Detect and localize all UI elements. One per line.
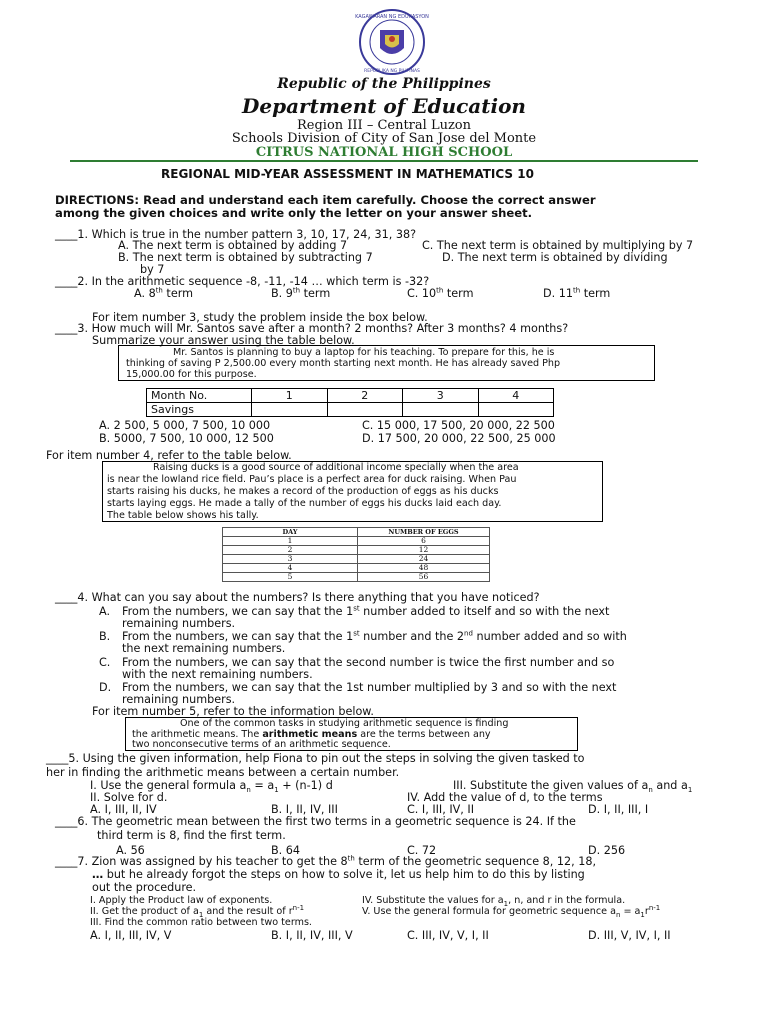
q4-choice-c-cont: with the next remaining numbers. — [122, 668, 313, 681]
q6-stem-1: ____6. The geometric mean between the first two terms in a geometric sequence is 24. If the — [55, 815, 576, 828]
q1-choice-d-cont: by 7 — [140, 263, 165, 276]
directions-line-1: DIRECTIONS: Read and understand each item carefully. Choose the correct answer — [55, 193, 596, 207]
table-row — [147, 403, 554, 417]
division-line: Schools Division of City of San Jose del Monte — [231, 131, 537, 146]
q2-stem: ____2. In the arithmetic sequence -8, -11, -14 … which term is -32? — [55, 275, 430, 288]
table-cell: 3 — [403, 389, 479, 403]
eggs-table — [222, 527, 490, 582]
table-cell: 48 — [358, 564, 490, 573]
q3-intro: For item number 3, study the problem inside the box below. — [92, 311, 428, 324]
department-line: Department of Education — [242, 94, 526, 118]
school-name: CITRUS NATIONAL HIGH SCHOOL — [255, 145, 513, 160]
q5-choice-d: D. I, II, III, I — [588, 803, 649, 816]
table-cell: 6 — [358, 537, 490, 546]
q7-step-4: IV. Substitute the values for $a_1$, n, and r in the formula. — [362, 895, 626, 908]
q3-stem-2: Summarize your answer using the table below. — [92, 334, 355, 347]
q1-choice-b: B. The next term is obtained by subtracting 7 — [118, 251, 373, 264]
table-cell: Month No. — [147, 389, 252, 403]
q5-step-2: II. Solve for d. — [90, 791, 168, 804]
q4-label-b: B. — [99, 630, 111, 643]
q7-step-3: III. Find the common ratio between two terms. — [90, 917, 312, 928]
q4-box-line-3: starts raising his ducks, he makes a record of the production of eggs as his ducks — [107, 486, 499, 497]
svg-text:KAGAWARAN NG EDUKASYON: KAGAWARAN NG EDUKASYON — [355, 14, 429, 20]
table-cell: Savings — [147, 403, 252, 417]
q4-intro: For item number 4, refer to the table below. — [46, 449, 292, 462]
q1-choice-a: A. The next term is obtained by adding 7 — [118, 239, 348, 252]
q3-box-line-1: Mr. Santos is planning to buy a laptop for his teaching. To prepare for this, he is — [173, 347, 555, 358]
table-cell: 4 — [223, 564, 358, 573]
table-row — [223, 573, 490, 582]
q5-choice-a: A. I, III, II, IV — [90, 803, 157, 816]
q7-choice-a: A. I, II, III, IV, V — [90, 929, 172, 942]
q4-box-line-5: The table below shows his tally. — [107, 510, 259, 521]
q4-label-c: C. — [99, 656, 111, 669]
q7-step-2: II. Get the product of $a_1$ and the result of $r^{n-1}$ — [90, 903, 305, 919]
q4-choice-d: From the numbers, we can say that the 1st number multiplied by 3 and so with the next — [122, 681, 617, 694]
q3-box-line-3: 15,000.00 for this purpose. — [126, 369, 257, 380]
table-row — [223, 564, 490, 573]
q2-choice-c: C. 10th term — [407, 286, 474, 300]
table-cell: 2 — [223, 546, 358, 555]
table-row — [147, 389, 554, 403]
q4-box-line-1: Raising ducks is a good source of additional income specially when the area — [153, 462, 519, 473]
directions-line-2: among the given choices and write only the letter on your answer sheet. — [55, 206, 533, 220]
q5-stem-1: ____5. Using the given information, help Fiona to pin out the steps in solving the given tasked to — [46, 752, 585, 765]
q5-box-line-1: One of the common tasks in studying arithmetic sequence is finding — [180, 718, 509, 729]
republic-line: Republic of the Philippines — [277, 76, 491, 92]
q3-box-line-2: thinking of saving P 2,500.00 every month starting next month. He has already saved Php — [126, 358, 561, 369]
q2-choice-a: A. 8th term — [134, 286, 194, 300]
table-header-day: DAY — [223, 528, 358, 537]
q5-box-line-3: two nonconsecutive terms of an arithmetic sequence. — [132, 739, 391, 750]
table-row — [223, 555, 490, 564]
table-cell — [403, 403, 479, 417]
q6-choice-d: D. 256 — [588, 844, 626, 857]
q6-stem-2: third term is 8, find the first term. — [97, 829, 286, 842]
q6-choice-b: B. 64 — [271, 844, 301, 857]
q3-choice-c: C. 15 000, 17 500, 20 000, 22 500 — [362, 419, 555, 432]
table-cell: 3 — [223, 555, 358, 564]
q5-step-4: IV. Add the value of d, to the terms — [407, 791, 603, 804]
savings-table — [146, 388, 554, 417]
q4-choice-c: From the numbers, we can say that the second number is twice the first number and so — [122, 656, 615, 669]
table-row — [223, 537, 490, 546]
q5-stem-2: her in finding the arithmetic means between a certain number. — [46, 766, 400, 779]
q4-stem: ____4. What can you say about the numbers? Is there anything that you have noticed? — [55, 591, 540, 604]
exam-title: REGIONAL MID-YEAR ASSESSMENT IN MATHEMATICS 10 — [161, 167, 534, 181]
q4-box-line-4: starts laying eggs. He made a tally of the number of eggs his ducks laid each day. — [107, 498, 502, 509]
q4-choice-d-cont: remaining numbers. — [122, 693, 236, 706]
q5-intro: For item number 5, refer to the information below. — [92, 705, 374, 718]
region-line: Region III – Central Luzon — [296, 118, 471, 133]
q3-choice-a: A. 2 500, 5 000, 7 500, 10 000 — [99, 419, 271, 432]
q7-choice-b: B. I, II, IV, III, V — [271, 929, 353, 942]
q4-label-d: D. — [99, 681, 112, 694]
q4-choice-a: From the numbers, we can say that the 1st number added to itself and so with the next — [122, 604, 610, 618]
q7-choice-c: C. III, IV, V, I, II — [407, 929, 489, 942]
q7-stem-1: ____7. Zion was assigned by his teacher to get the 8th term of the geometric sequence 8, 12, 18, — [55, 854, 597, 868]
q1-choice-c: C. The next term is obtained by multiplying by 7 — [422, 239, 694, 252]
table-cell: 56 — [358, 573, 490, 582]
q5-step-3: III. Substitute the given values of $a_n$ and $a_1$ — [453, 779, 693, 795]
q3-stem-1: ____3. How much will Mr. Santos save after a month? 2 months? After 3 months? 4 months? — [55, 322, 569, 335]
q6-choice-c: C. 72 — [407, 844, 437, 857]
q4-box-line-2: is near the lowland rice field. Pau’s place is a perfect area for duck raising. When Pau — [107, 474, 517, 485]
q7-stem-2: … but he already forgot the steps on how to solve it, let us help him to do this by listing — [92, 868, 585, 881]
svg-text:REPUBLIKA NG PILIPINAS: REPUBLIKA NG PILIPINAS — [364, 69, 420, 74]
table-cell — [327, 403, 403, 417]
table-row — [223, 546, 490, 555]
q3-choice-b: B. 5000, 7 500, 10 000, 12 500 — [99, 432, 274, 445]
table-header-row — [223, 528, 490, 537]
table-cell: 5 — [223, 573, 358, 582]
q4-choice-b: From the numbers, we can say that the 1st number and the 2nd number added and so with — [122, 629, 627, 643]
q4-choice-b-cont: the next remaining numbers. — [122, 642, 286, 655]
deped-seal — [350, 8, 434, 76]
table-cell: 12 — [358, 546, 490, 555]
q5-box-line-2: the arithmetic means. The arithmetic means are the terms between any — [132, 729, 491, 740]
table-cell: 2 — [327, 389, 403, 403]
table-header-eggs: NUMBER OF EGGS — [358, 528, 490, 537]
q2-choice-b: B. 9th term — [271, 286, 331, 300]
header-divider — [70, 160, 698, 162]
q7-choice-d: D. III, V, IV, I, II — [588, 929, 671, 942]
q4-choice-a-cont: remaining numbers. — [122, 617, 236, 630]
q5-choice-c: C. I, III, IV, II — [407, 803, 475, 816]
q2-choice-d: D. 11th term — [543, 286, 611, 300]
q6-choice-a: A. 56 — [116, 844, 145, 857]
table-cell — [478, 403, 554, 417]
q1-stem: ____1. Which is true in the number pattern 3, 10, 17, 24, 31, 38? — [55, 228, 417, 241]
q7-step-5: V. Use the general formula for geometric sequence $a_n = a_1r^{n-1}$ — [362, 903, 661, 919]
q5-step-1: I. Use the general formula $a_n = a_1 + (n-1)$ d — [90, 779, 333, 795]
table-cell: 1 — [252, 389, 328, 403]
q5-choice-b: B. I, II, IV, III — [271, 803, 338, 816]
q7-stem-3: out the procedure. — [92, 881, 197, 894]
q3-choice-d: D. 17 500, 20 000, 22 500, 25 000 — [362, 432, 556, 445]
table-cell: 1 — [223, 537, 358, 546]
q4-label-a: A. — [99, 605, 111, 618]
q1-choice-d: D. The next term is obtained by dividing — [442, 251, 668, 264]
table-cell: 4 — [478, 389, 554, 403]
q7-step-1: I. Apply the Product law of exponents. — [90, 895, 273, 906]
table-cell — [252, 403, 328, 417]
table-cell: 24 — [358, 555, 490, 564]
